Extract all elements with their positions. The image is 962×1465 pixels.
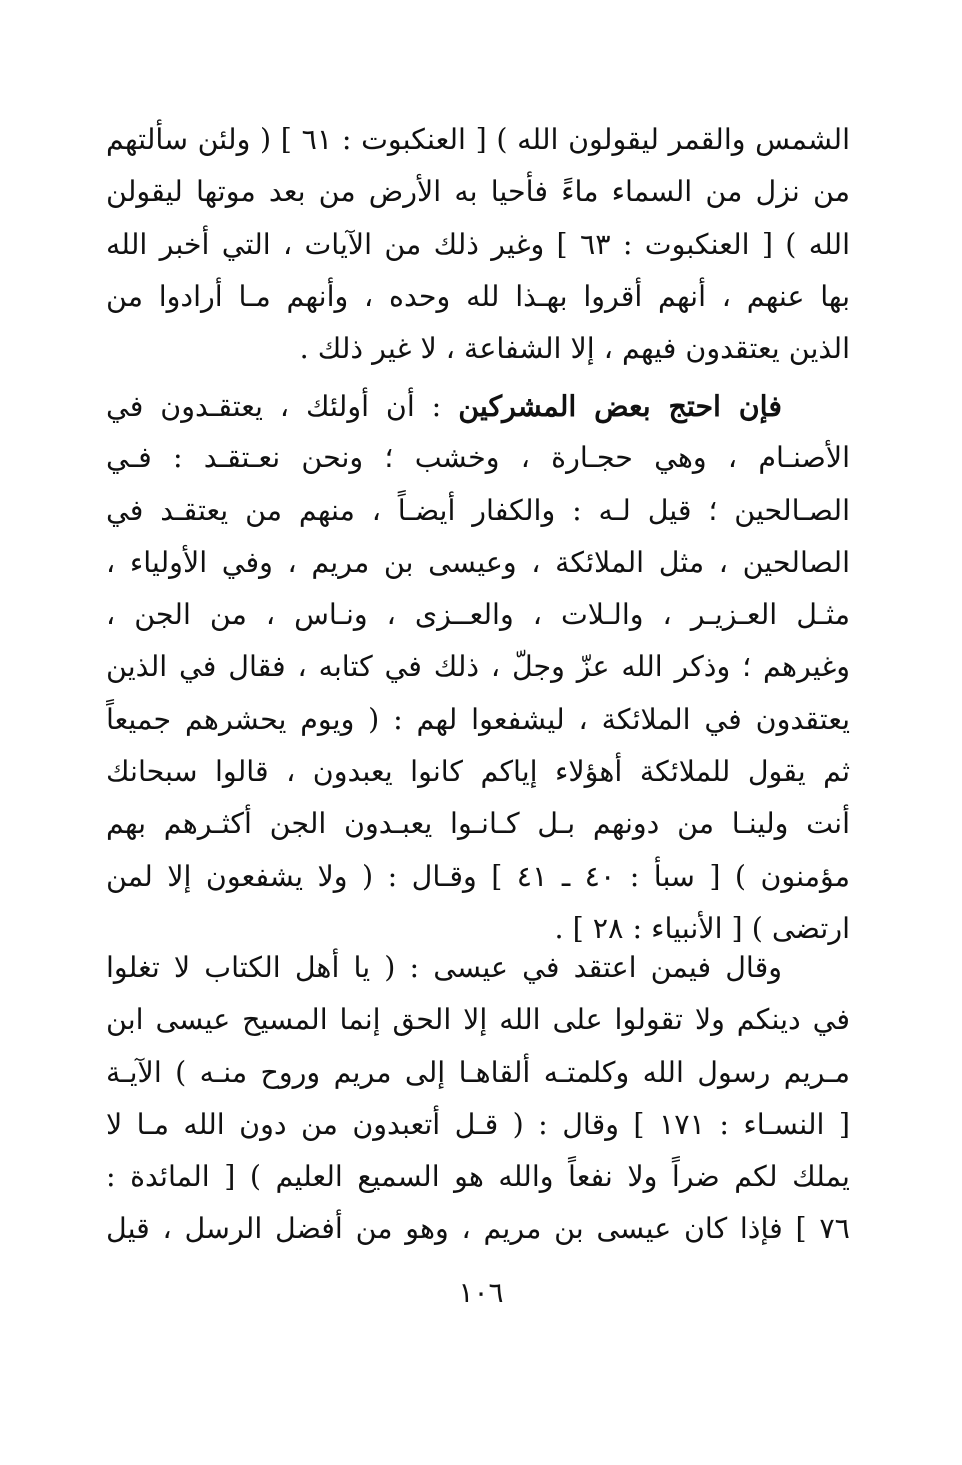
paragraph-3-line-6: ٧٦ ] فإذا كان عيسى بن مريم ، وهو من أفضل الرسل ، قيل	[106, 1212, 850, 1246]
paragraph-1-line-1: الشمس والقمر ليقولون الله ) [ العنكبوت : ٦١ ] ( ولئن سألتهم	[106, 123, 850, 156]
paragraph-3-line-4: [ النسـاء : ١٧١ ] وقال : ( قـل أتعبدون من دون الله مـا لا	[106, 1107, 850, 1141]
paragraph-2-line-7: يعتقدون في الملائكة ، ليشفعوا لهم : ( ويوم يحشرهم جميعاً	[106, 702, 850, 736]
paragraph-3	[106, 942, 850, 1256]
paragraph-3-line-2: في دينكم ولا تقولوا على الله إلا الحق إنما المسيح عيسى ابن	[106, 1003, 850, 1037]
paragraph-2-line-4: الصالحين ، مثل الملائكة ، وعيسى بن مريم ، وفي الأولياء ،	[106, 545, 850, 579]
paragraph-2-line-1	[106, 380, 850, 432]
paragraph-2-line-9: أنت ولينـا من دونهم بـل كـانـوا يعبـدون الجن أكثـرهم بهم	[106, 807, 850, 841]
paragraph-2-line-8: ثم يقول للملائكة أهؤلاء إياكم كانوا يعبدون ، قالوا سبحانك	[106, 755, 850, 789]
paragraph-1	[106, 114, 850, 375]
paragraph-2-line-3: الصـالحين ؛ قيل لـه : والكفار أيضـاً ، منهم من يعتقـد في	[106, 493, 850, 527]
paragraph-2-line-1-rest: : أن أولئك ، يعتقـدون في	[106, 390, 459, 423]
page-number: ١٠٦	[458, 1276, 504, 1309]
paragraph-1-line-3: الله ) [ العنكبوت : ٦٣ ] وغير ذلك من الآيات ، التي أخبر الله	[106, 227, 850, 261]
paragraph-2-lead: فإن احتج بعض المشركين	[458, 389, 782, 423]
paragraph-2	[106, 380, 850, 955]
paragraph-2-line-11: ارتضى ) [ الأنبياء : ٢٨ ] .	[554, 911, 850, 945]
paragraph-2-line-5: مثـل العـزيـر ، والـلات ، والعــزى ، ونـاس ، من الجن ،	[106, 598, 850, 632]
paragraph-3-line-1: وقال فيمن اعتقد في عيسى : ( يا أهل الكتاب لا تغلوا	[106, 951, 782, 984]
paragraph-1-line-2: من نزل من السماء ماءً فأحيا به الأرض من بعد موتها ليقولن	[106, 175, 850, 209]
paragraph-3-line-5: يملك لكم ضراً ولا نفعاً والله هو السميع العليم ) [ المائدة :	[106, 1160, 850, 1194]
paragraph-2-line-6: وغيرهم ؛ وذكر الله عزّ وجلّ ، ذلك في كتابه ، فقال في الذين	[106, 650, 850, 684]
paragraph-1-line-5: الذين يعتقدون فيهم ، إلا الشفاعة ، لا غير ذلك .	[299, 332, 850, 366]
paragraph-3-line-3: مـريم رسول الله وكلمتـه ألقاهـا إلى مريم وروح منـه ) الآيـة	[106, 1055, 850, 1089]
paragraph-2-line-2: الأصنـام ، وهي حجـارة ، وخشب ؛ ونحن نعـتقـد : فـي	[106, 441, 850, 475]
paragraph-2-line-10: مؤمنون ) [ سبأ : ٤٠ ـ ٤١ ] وقـال : ( ولا يشفعون إلا لمن	[106, 859, 850, 893]
paragraph-1-line-4: بها عنهم ، أنهم أقروا بهـذا لله وحده ، وأنهم مـا أرادوا من	[106, 279, 850, 313]
